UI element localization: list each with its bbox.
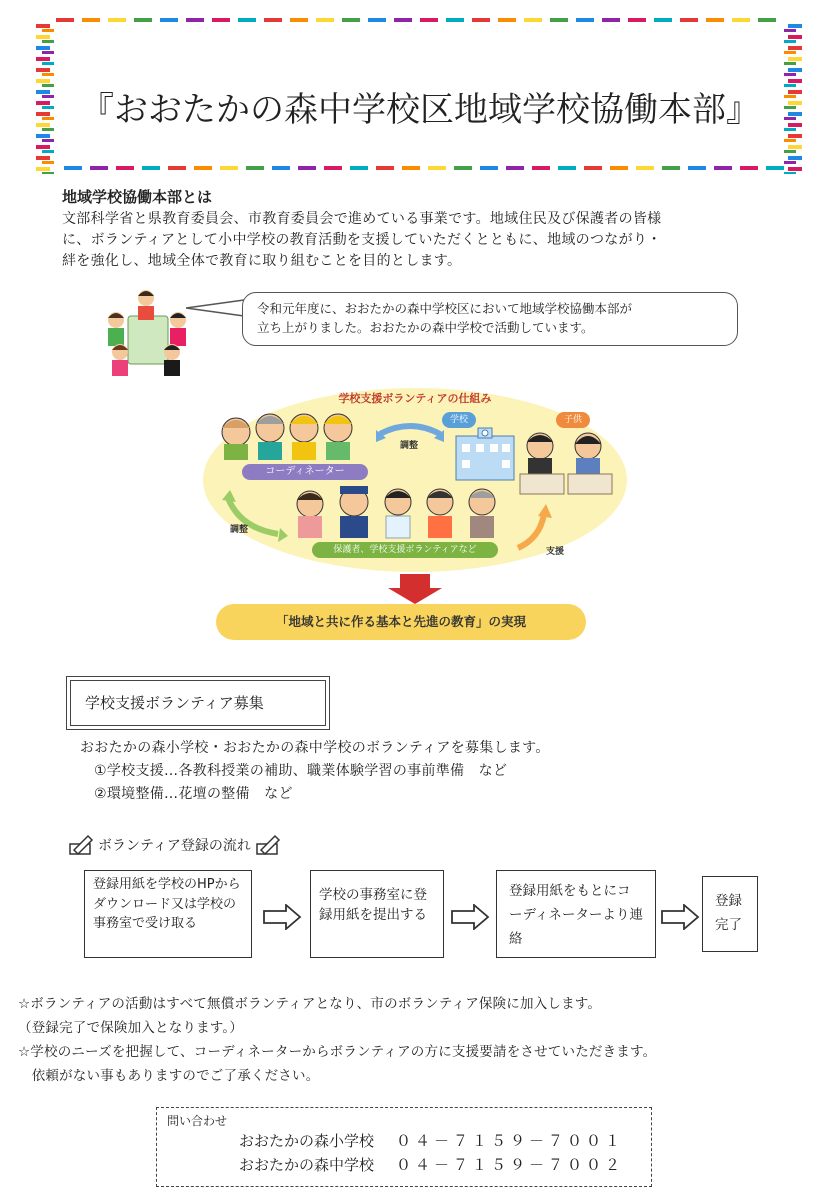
supporters-label: 保護者、学校支援ボランティアなど xyxy=(312,542,498,558)
contact-phone: ０４－７１５９－７００２ xyxy=(396,1156,625,1174)
coordinator-label: コーディネーター xyxy=(242,464,368,480)
frame-dash xyxy=(42,161,54,164)
contact-row xyxy=(167,1129,641,1153)
frame-dash xyxy=(788,145,802,149)
notes xyxy=(18,992,656,1088)
frame-dash xyxy=(732,18,750,22)
frame-dash xyxy=(36,134,50,138)
frame-dash xyxy=(740,166,758,170)
frame-dash xyxy=(368,18,386,22)
frame-dash xyxy=(784,62,796,65)
pencil-icon xyxy=(68,834,94,856)
frame-dash xyxy=(706,18,724,22)
frame-dash xyxy=(324,166,342,170)
frame-dash xyxy=(688,166,706,170)
frame-dash xyxy=(134,18,152,22)
frame-dash xyxy=(186,18,204,22)
frame-dash xyxy=(654,18,672,22)
diagram-title: 学校支援ボランティアの仕組み xyxy=(338,392,492,405)
flow-heading xyxy=(68,834,281,856)
flow-heading-text: ボランティア登録の流れ xyxy=(98,838,251,854)
contact-school-name: おおたかの森中学校 xyxy=(239,1156,375,1174)
frame-dash xyxy=(636,166,654,170)
frame-dash xyxy=(42,62,54,65)
frame-dash xyxy=(788,35,802,39)
frame-dash xyxy=(428,166,446,170)
frame-dash xyxy=(64,166,82,170)
pencil-icon xyxy=(255,834,281,856)
speech-bubble xyxy=(242,292,738,346)
note-line: ☆学校のニーズを把握して、コーディネーターからボランティアの方に支援要請をさせていただきます。 xyxy=(18,1044,657,1060)
contact-phone: ０４－７１５９－７００１ xyxy=(396,1132,625,1150)
frame-dash xyxy=(550,18,568,22)
frame-dash xyxy=(454,166,472,170)
frame-dash xyxy=(576,18,594,22)
frame-dash xyxy=(36,167,50,171)
frame-dash xyxy=(36,156,50,160)
note-line: ☆ボランティアの活動はすべて無償ボランティアとなり、市のボランティア保険に加入します。 xyxy=(18,996,602,1012)
frame-dash xyxy=(376,166,394,170)
frame-dash xyxy=(42,29,54,32)
flow-step-4: 登録完了 xyxy=(702,876,758,952)
frame-dash xyxy=(784,139,796,142)
frame-dash xyxy=(628,18,646,22)
frame-dash xyxy=(784,150,796,153)
frame-dash xyxy=(212,18,230,22)
frame-dash xyxy=(168,166,186,170)
frame-dash xyxy=(272,166,290,170)
frame-dash xyxy=(36,46,50,50)
frame-dash xyxy=(680,18,698,22)
note-line: （登録完了で保険加入となります。） xyxy=(18,1020,244,1036)
frame-dash xyxy=(784,29,796,32)
recruit-item: ①学校支援…各教科授業の補助、職業体験学習の事前準備 など xyxy=(94,763,508,779)
frame-dash xyxy=(506,166,524,170)
frame-dash xyxy=(298,166,316,170)
frame-dash xyxy=(788,156,802,160)
frame-dash xyxy=(238,18,256,22)
frame-dash xyxy=(784,40,796,43)
frame-dash xyxy=(42,40,54,43)
frame-dash xyxy=(394,18,412,22)
frame-dash xyxy=(584,166,602,170)
adjust-label-top: 調整 xyxy=(400,441,419,451)
contact-box xyxy=(156,1107,652,1187)
adjust-label-left: 調整 xyxy=(230,525,249,535)
frame-dash xyxy=(766,166,784,170)
frame-dash xyxy=(446,18,464,22)
flow-arrow-icon xyxy=(450,904,490,930)
note-line: 依頼がない事もありますのでご了承ください。 xyxy=(18,1068,320,1084)
frame-dash xyxy=(82,18,100,22)
frame-dash xyxy=(498,18,516,22)
support-label: 支援 xyxy=(546,547,565,557)
frame-dash xyxy=(788,46,802,50)
recruit-title-box xyxy=(66,676,330,730)
frame-dash xyxy=(108,18,126,22)
frame-dash xyxy=(402,166,420,170)
school-label: 学校 xyxy=(442,412,476,428)
recruit-title: 学校支援ボランティア募集 xyxy=(70,680,326,726)
frame-dash xyxy=(532,166,550,170)
frame-dash xyxy=(784,172,796,174)
frame-dash xyxy=(784,161,796,164)
about-line: に、ボランティアとして小中学校の教育活動を支援していただくとともに、地域のつながり・ xyxy=(62,232,662,248)
frame-dash xyxy=(662,166,680,170)
frame-dash xyxy=(758,18,776,22)
frame-dash xyxy=(788,57,802,61)
frame-dash xyxy=(558,166,576,170)
flow-arrow-icon xyxy=(660,904,700,930)
frame-dash xyxy=(788,167,802,171)
recruit-item: ②環境整備…花壇の整備 など xyxy=(94,786,293,802)
frame-dash xyxy=(36,57,50,61)
page-title: 『おおたかの森中学校区地域学校協働本部』 xyxy=(80,90,760,130)
frame-dash xyxy=(42,73,54,76)
contact-heading: 問い合わせ xyxy=(167,1114,228,1128)
contact-school-name: おおたかの森小学校 xyxy=(239,1132,375,1150)
frame-dash xyxy=(42,172,54,174)
recruit-text xyxy=(80,737,550,806)
about-line: 文部科学省と県教育委員会、市教育委員会で進めている事業です。地域住民及び保護者の皆様 xyxy=(62,211,662,227)
school-building xyxy=(456,428,514,480)
flow-step-1: 登録用紙を学校のHPからダウンロード又は学校の事務室で受け取る xyxy=(84,870,252,958)
frame-dash xyxy=(342,18,360,22)
frame-dash xyxy=(350,166,368,170)
frame-dash xyxy=(788,68,802,72)
frame-dash xyxy=(480,166,498,170)
frame-dash xyxy=(472,18,490,22)
goal-banner: 「地域と共に作る基本と先進の教育」の実現 xyxy=(216,604,586,640)
frame-dash xyxy=(610,166,628,170)
flow-step-2: 学校の事務室に登録用紙を提出する xyxy=(310,870,444,958)
about-line: 絆を強化し、地域全体で教育に取り組むことを目的とします。 xyxy=(62,253,462,269)
frame-dash xyxy=(42,51,54,54)
frame-dash xyxy=(264,18,282,22)
speech-line: 令和元年度に、おおたかの森中学校区において地域学校協働本部が xyxy=(257,301,633,316)
about-text xyxy=(62,209,782,272)
frame-dash xyxy=(42,139,54,142)
frame-dash xyxy=(36,68,50,72)
frame-dash xyxy=(784,73,796,76)
title-frame xyxy=(34,14,806,174)
people-discussion-illustration xyxy=(98,286,198,378)
frame-dash xyxy=(220,166,238,170)
speech-line: 立ち上がりました。おおたかの森中学校で活動しています。 xyxy=(257,320,594,335)
frame-dash xyxy=(524,18,542,22)
frame-dash xyxy=(116,166,134,170)
frame-dash xyxy=(788,24,802,28)
frame-dash xyxy=(290,18,308,22)
frame-dash xyxy=(42,150,54,153)
frame-dash xyxy=(246,166,264,170)
frame-dash xyxy=(194,166,212,170)
frame-dash xyxy=(714,166,732,170)
frame-dash xyxy=(160,18,178,22)
contact-row xyxy=(167,1153,641,1177)
flow-step-3: 登録用紙をもとにコーディネーターより連絡 xyxy=(496,870,656,958)
frame-dash xyxy=(420,18,438,22)
frame-dash xyxy=(142,166,160,170)
frame-dash xyxy=(788,134,802,138)
frame-dash xyxy=(90,166,108,170)
children-label: 子供 xyxy=(556,412,590,428)
frame-dash xyxy=(36,145,50,149)
about-heading: 地域学校協働本部とは xyxy=(62,188,213,206)
frame-dash xyxy=(316,18,334,22)
frame-dash xyxy=(36,35,50,39)
frame-dash xyxy=(36,24,50,28)
flow-arrow-icon xyxy=(262,904,302,930)
frame-dash xyxy=(784,51,796,54)
frame-dash xyxy=(602,18,620,22)
recruit-intro: おおたかの森小学校・おおたかの森中学校のボランティアを募集します。 xyxy=(80,740,550,756)
speech-tail xyxy=(186,298,246,318)
frame-dash xyxy=(56,18,74,22)
